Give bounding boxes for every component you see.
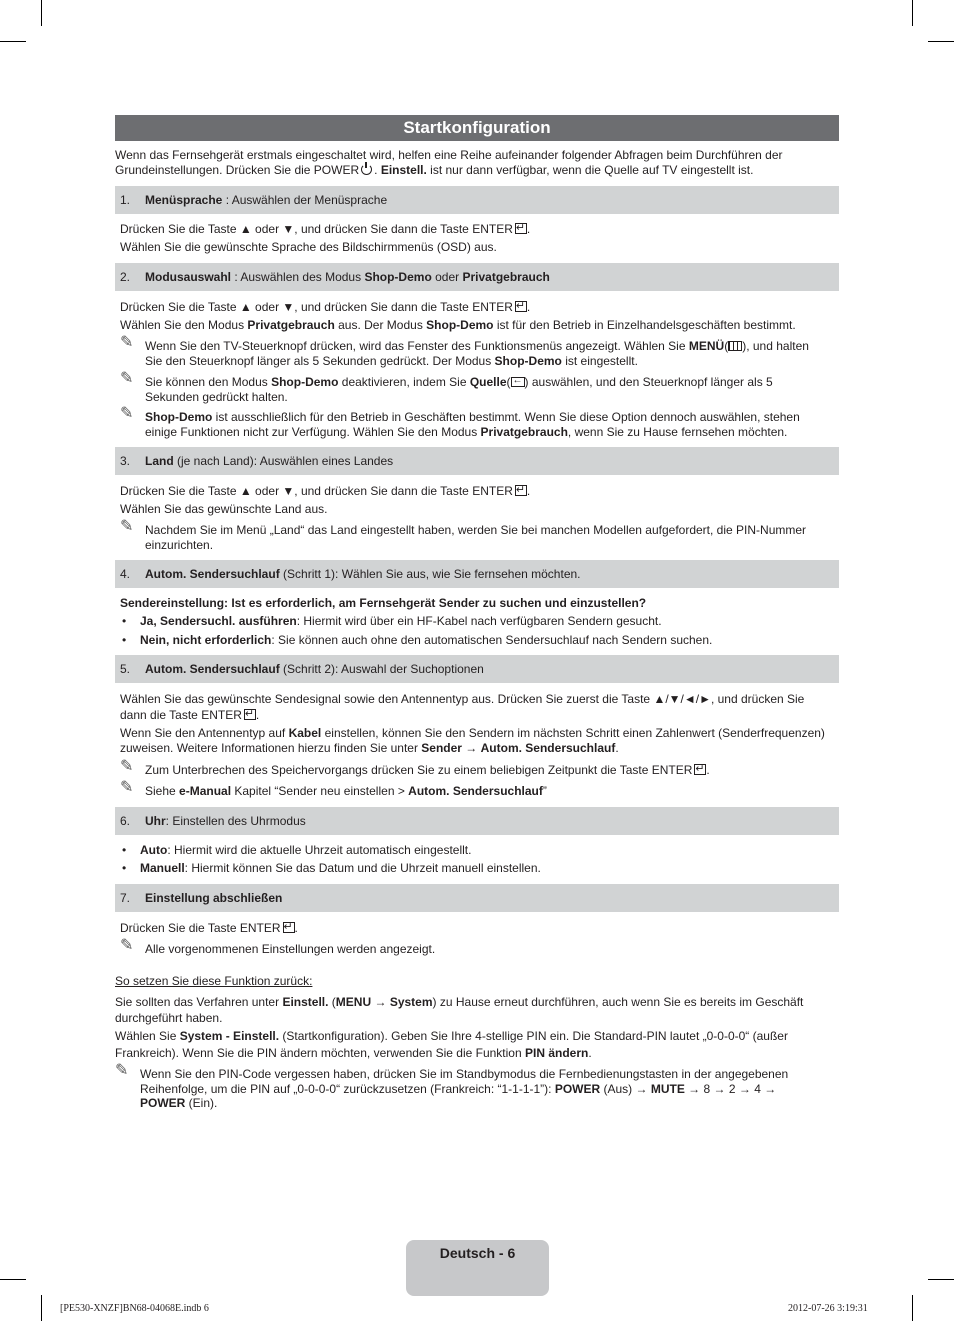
reset-text: Sie sollten das Verfahren unter Einstell. (MENU → System) zu Hause erneut durchführen, auch wenn Sie es bereits im Geschäft durchgeführt haben.: [115, 995, 804, 1025]
print-timestamp: 2012-07-26 3:19:31: [788, 1303, 868, 1314]
list-item: • Ja, Sendersuchl. ausführen: Hiermit wird über ein HF-Kabel nach verfügbaren Sendern gesucht.: [122, 614, 662, 628]
pencil-note-icon: ✎: [120, 518, 134, 535]
section-5-text: zuweisen. Weitere Informationen hierzu finden Sie unter Sender → Autom. Sendersuchlauf.: [120, 741, 619, 755]
enter-icon: [283, 922, 295, 933]
section-header-7: 7. Einstellung abschließen: [115, 884, 839, 912]
section-header-2: 2. Modusauswahl : Auswählen des Modus Shop-Demo oder Privatgebrauch: [115, 263, 839, 291]
pencil-note-icon: ✎: [120, 779, 134, 796]
crop-mark: [928, 1279, 954, 1280]
reset-heading: So setzen Sie diese Funktion zurück:: [115, 974, 313, 988]
reset-text: Wählen Sie System - Einstell. (Startkonfiguration). Geben Sie Ihre 4-stellige PIN ein. Die Standard-PIN lautet „0-0-0-0“ (außer Frankreich). Wenn Sie die PIN ändern möchten, verwenden Sie die Funktion PIN ändern.: [115, 1029, 788, 1060]
file-info: [PE530-XNZF]BN68-04068E.indb 6: [60, 1303, 209, 1314]
section-2-step: Drücken Sie die Taste ▲ oder ▼, und drücken Sie dann die Taste ENTER↵ .: [120, 300, 835, 315]
crop-mark: [41, 1295, 42, 1321]
pencil-note-icon: ✎: [115, 1062, 129, 1079]
section-1-step: Drücken Sie die Taste ▲ oder ▼, und drücken Sie dann die Taste ENTER↵ .: [120, 222, 835, 237]
section-5-text: Wenn Sie den Antennentyp auf Kabel einstellen, können Sie den Sendern im nächsten Schritt einen Zahlenwert (Senderfrequenzen): [120, 726, 825, 740]
crop-mark: [41, 0, 42, 26]
enter-icon: [244, 709, 256, 720]
note: ✎ Wenn Sie den TV-Steuerknopf drücken, wird das Fenster des Funktionsmenüs angezeigt. Wählen Sie MENÜ( ), und halten Sie den Steuerknopf länger als 5 Sekunden gedrückt. Der Modus Shop-Demo ist eingestellt.: [120, 334, 809, 368]
section-4-question: Sendereinstellung: Ist es erforderlich, am Fernsehgerät Sender zu suchen und einzustellen?: [120, 596, 647, 610]
note: ✎ Shop-Demo ist ausschließlich für den Betrieb in Geschäften bestimmt. Wenn Sie diese Option dennoch auswählen, stehen einige Funktionen nicht zur Verfügung. Wählen Sie den Modus Privatgebrauch, wenn Sie zu Hause fernsehen möchten.: [120, 405, 800, 439]
section-2-text: Wählen Sie den Modus Privatgebrauch aus. Der Modus Shop-Demo ist für den Betrieb in Einzelhandelsgeschäften bestimmt.: [120, 318, 796, 332]
crop-mark: [912, 0, 913, 26]
section-header-5: 5. Autom. Sendersuchlauf (Schritt 2): Auswahl der Suchoptionen: [115, 655, 839, 683]
section-1-text: Wählen Sie die gewünschte Sprache des Bildschirmmenüs (OSD) aus.: [120, 240, 497, 254]
page-number: Deutsch - 6: [406, 1240, 549, 1296]
list-item: • Manuell: Hiermit können Sie das Datum und die Uhrzeit manuell einstellen.: [122, 861, 541, 875]
crop-mark: [0, 41, 26, 42]
enter-icon: [515, 223, 527, 234]
source-icon: [511, 377, 525, 387]
pencil-note-icon: ✎: [120, 937, 134, 954]
pencil-note-icon: ✎: [120, 405, 134, 422]
list-item: • Nein, nicht erforderlich: Sie können auch ohne den automatischen Sendersuchlauf nach Sendern suchen.: [122, 633, 713, 647]
section-5-text: Wählen Sie das gewünschte Sendesignal sowie den Antennentyp aus. Drücken Sie zuerst die Taste ▲/▼/◄/►, und drücken Sie: [120, 692, 805, 706]
menu-icon: [728, 341, 742, 351]
enter-icon: [515, 485, 527, 496]
crop-mark: [0, 1279, 26, 1280]
note: ✎ Zum Unterbrechen des Speichervorgangs drücken Sie zu einem beliebigen Zeitpunkt die Taste ENTER↵ .: [120, 763, 835, 778]
enter-icon: [694, 764, 706, 775]
note: ✎ Nachdem Sie im Menü „Land“ das Land eingestellt haben, werden Sie bei manchen Modellen aufgefordert, die PIN-Nummer einzurichten.: [120, 518, 807, 552]
note: ✎ Sie können den Modus Shop-Demo deaktivieren, indem Sie Quelle(← ) auswählen, und den Steuerknopf länger als 5 Sekunden gedrückt halten.: [120, 375, 835, 404]
note: ✎ Wenn Sie den PIN-Code vergessen haben, drücken Sie im Standbymodus die Fernbedienungstasten in der angegebenen Reihenfolge, um die PIN auf „0-0-0-0“ zurückzusetzen (Frankreich: “1-1-1-1”): POWER (Aus) → MUTE → 8 → 2 → 4 → POWER (Ein).: [115, 1062, 789, 1110]
page-title: Startkonfiguration: [115, 115, 839, 141]
crop-mark: [928, 41, 954, 42]
section-header-4: 4. Autom. Sendersuchlauf (Schritt 1): Wählen Sie aus, wie Sie fernsehen möchten.: [115, 560, 839, 588]
section-3-step: Drücken Sie die Taste ▲ oder ▼, und drücken Sie dann die Taste ENTER↵ .: [120, 484, 835, 499]
crop-mark: [912, 1295, 913, 1321]
note: ✎ Siehe e-Manual Kapitel “Sender neu einstellen > Autom. Sendersuchlauf”: [120, 779, 547, 798]
section-header-3: 3. Land (je nach Land): Auswählen eines Landes: [115, 447, 839, 475]
intro-text: Wenn das Fernsehgerät erstmals eingeschaltet wird, helfen eine Reihe aufeinander folgender Abfragen beim Durchführen der Grundeinstellungen. Drücken Sie die POWER . Einstell. ist nur dann verfügbar, wenn die Quelle auf TV eingestellt ist.: [115, 148, 783, 177]
pencil-note-icon: ✎: [120, 334, 134, 351]
list-item: • Auto: Hiermit wird die aktuelle Uhrzeit automatisch eingestellt.: [122, 843, 472, 857]
section-7-step: Drücken Sie die Taste ENTER↵ .: [120, 921, 835, 936]
enter-icon: [515, 301, 527, 312]
note: ✎ Alle vorgenommenen Einstellungen werden angezeigt.: [120, 937, 436, 956]
section-header-6: 6. Uhr: Einstellen des Uhrmodus: [115, 807, 839, 835]
section-header-1: 1. Menüsprache : Auswählen der Menüsprache: [115, 186, 839, 214]
section-3-text: Wählen Sie das gewünschte Land aus.: [120, 502, 328, 516]
pencil-note-icon: ✎: [120, 758, 134, 775]
pencil-note-icon: ✎: [120, 370, 134, 387]
section-5-text: dann die Taste ENTER↵ .: [120, 708, 835, 723]
power-icon: [361, 164, 372, 175]
